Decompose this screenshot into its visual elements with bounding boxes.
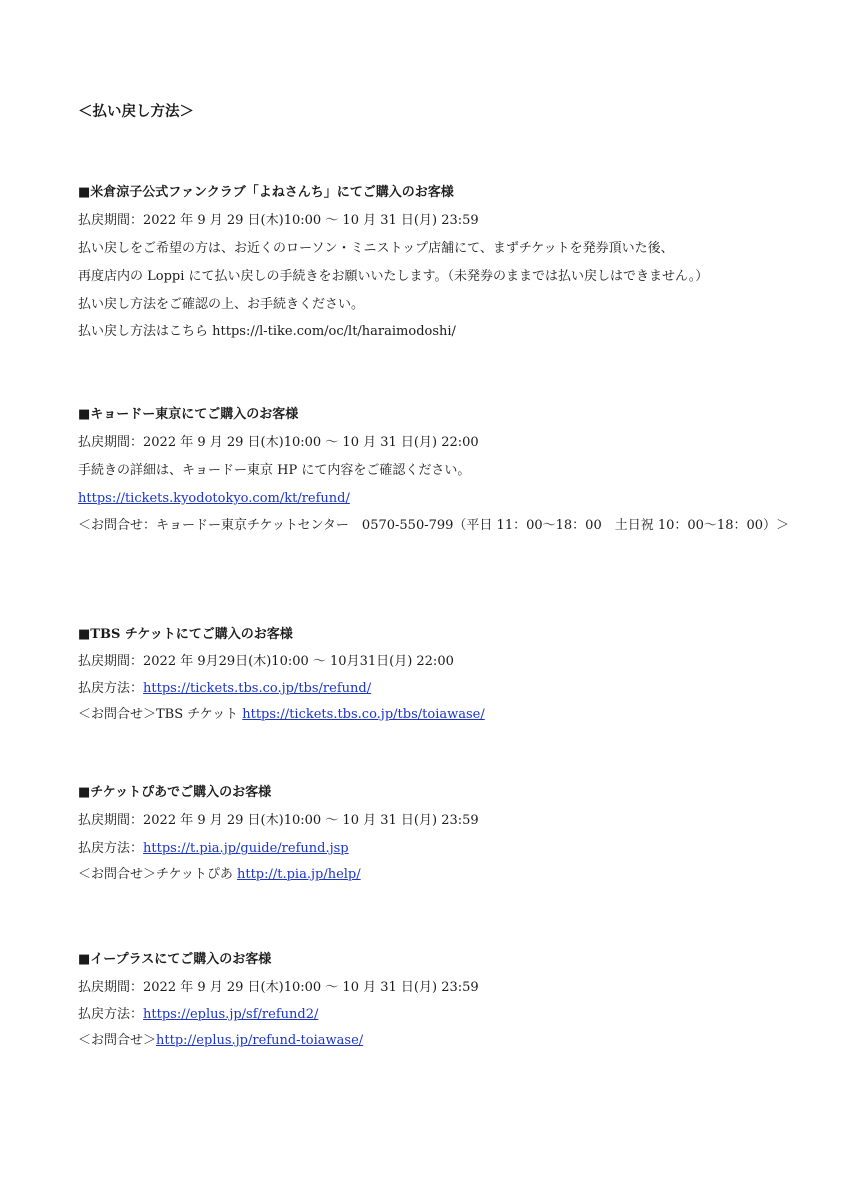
refund-period-kyodo: 払戻期間：2022 年 9 月 29 日(木)10:00 ～ 10 月 31 日(月) 22:00	[78, 435, 479, 450]
refund-period-tbs: 払戻期間：2022 年 9月29日(木)10:00 ～ 10月31日(月) 22:00	[78, 654, 454, 669]
kyodo-refund-link[interactable]: https://tickets.kyodotokyo.com/kt/refund/	[78, 491, 350, 506]
refund-method-label: 払い戻し方法はこちら	[78, 324, 213, 339]
refund-method-line-pia	[78, 840, 349, 858]
kyodo-contact-text: ＜お問合せ：キョードー東京チケットセンター 0570-550-799（平日 11：00～18：00 土日祝 10：00～18：00）＞	[78, 518, 790, 533]
refund-method-line-tbs	[78, 680, 371, 698]
contact-line-pia	[78, 866, 361, 884]
refund-method-line-fanclub	[78, 323, 456, 341]
refund-period-pia: 払戻期間：2022 年 9 月 29 日(木)10:00 ～ 10 月 31 日(月) 23:59	[78, 813, 479, 828]
refund-method-line-eplus	[78, 1006, 318, 1024]
tbs-refund-link[interactable]: https://tickets.tbs.co.jp/tbs/refund/	[143, 681, 372, 696]
contact-label: ＜お問合せ＞チケットぴあ	[78, 867, 237, 882]
pia-contact-link[interactable]: http://t.pia.jp/help/	[236, 867, 361, 882]
refund-period-eplus: 払戻期間：2022 年 9 月 29 日(木)10:00 ～ 10 月 31 日(月) 23:59	[78, 980, 479, 995]
tbs-contact-link[interactable]: https://tickets.tbs.co.jp/tbs/toiawase/	[242, 707, 485, 722]
refund-method-label: 払戻方法：	[78, 681, 144, 696]
refund-method-label: 払戻方法：	[78, 1007, 144, 1022]
eplus-contact-link[interactable]: http://eplus.jp/refund-toiawase/	[156, 1033, 364, 1048]
kyodo-details-text: 手続きの詳細は、キョードー東京 HP にて内容をご確認ください。	[78, 463, 471, 478]
instructions-line-2: 再度店内の Loppi にて払い戻しの手続きをお願いいたします。（未発券のままでは払い戻しはできません。）	[78, 269, 709, 284]
refund-method-label: 払戻方法：	[78, 841, 144, 856]
section-heading-eplus: ■イープラスにてご購入のお客様	[78, 952, 272, 967]
refund-period-fanclub: 払戻期間：2022 年 9 月 29 日(木)10:00 ～ 10 月 31 日(月) 23:59	[78, 213, 479, 228]
contact-line-tbs	[78, 706, 485, 724]
contact-line-eplus	[78, 1032, 363, 1050]
instructions-line-3: 払い戻し方法をご確認の上、お手続きください。	[78, 297, 365, 312]
contact-label: ＜お問合せ＞TBS チケット	[78, 707, 243, 722]
contact-label: ＜お問合せ＞	[78, 1033, 157, 1048]
section-heading-kyodo: ■キョードー東京にてご購入のお客様	[78, 407, 299, 422]
instructions-line-1: 払い戻しをご希望の方は、お近くのローソン・ミニストップ店舗にて、まずチケットを発券頂いた後、	[78, 241, 674, 256]
section-heading-tbs: ■TBS チケットにてご購入のお客様	[78, 627, 293, 642]
eplus-refund-link[interactable]: https://eplus.jp/sf/refund2/	[143, 1007, 319, 1022]
page-title: ＜払い戻し方法＞	[78, 103, 194, 120]
pia-refund-link[interactable]: https://t.pia.jp/guide/refund.jsp	[143, 841, 349, 856]
refund-method-url-lawson: https://l-tike.com/oc/lt/haraimodoshi/	[212, 324, 456, 339]
section-heading-fanclub: ■米倉涼子公式ファンクラブ「よねさんち」にてご購入のお客様	[78, 185, 454, 200]
section-heading-pia: ■チケットぴあでご購入のお客様	[78, 785, 272, 800]
